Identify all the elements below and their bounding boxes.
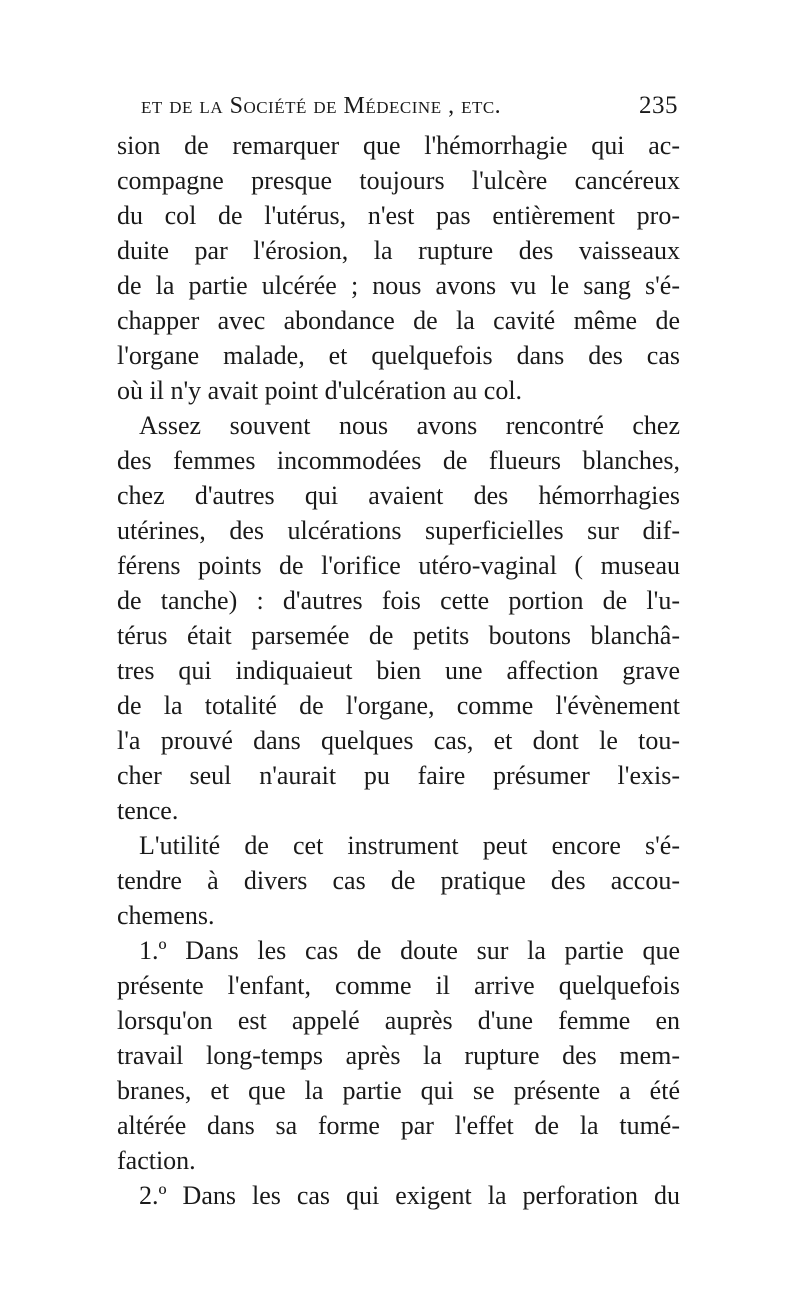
- text-line: chez d'autres qui avaient des hémorrhagies: [117, 481, 680, 510]
- paragraph-start-line: 2.º Dans les cas qui exigent la perforation du: [139, 1181, 680, 1210]
- text-line: tence.: [117, 796, 179, 825]
- text-line: l'a prouvé dans quelques cas, et dont le tou-: [117, 726, 680, 755]
- text-line: de la totalité de l'organe, comme l'évènement: [117, 691, 680, 720]
- text-line: branes, et que la partie qui se présente a été: [117, 1076, 680, 1105]
- text-line: tendre à divers cas de pratique des accou-: [117, 866, 680, 895]
- paragraph-start-line: Assez souvent nous avons rencontré chez: [139, 411, 680, 440]
- page-number: 235: [639, 92, 678, 119]
- text-line: altérée dans sa forme par l'effet de la tumé-: [117, 1111, 680, 1140]
- text-line: travail long-temps après la rupture des mem-: [117, 1041, 680, 1070]
- body-text: [117, 128, 680, 1213]
- text-line: l'organe malade, et quelquefois dans des cas: [117, 341, 680, 370]
- text-line: où il n'y avait point d'ulcération au col.: [117, 376, 523, 405]
- text-line: de la partie ulcérée ; nous avons vu le sang s'é-: [117, 271, 680, 300]
- text-line: duite par l'érosion, la rupture des vaisseaux: [117, 236, 680, 265]
- text-line: utérines, des ulcérations superficielles sur dif-: [117, 516, 680, 545]
- text-line: présente l'enfant, comme il arrive quelquefois: [117, 971, 680, 1000]
- paragraph-start-line: L'utilité de cet instrument peut encore s'é-: [139, 831, 680, 860]
- text-line: chemens.: [117, 901, 215, 930]
- text-line: du col de l'utérus, n'est pas entièrement pro-: [117, 201, 680, 230]
- running-head: [117, 92, 680, 126]
- text-line: faction.: [117, 1146, 196, 1175]
- text-line: des femmes incommodées de flueurs blanches,: [117, 446, 680, 475]
- text-line: lorsqu'on est appelé auprès d'une femme en: [117, 1006, 680, 1035]
- running-title: et de la Société de Médecine , etc.: [141, 93, 502, 119]
- text-line: cher seul n'aurait pu faire présumer l'exis-: [117, 761, 680, 790]
- text-line: térus était parsemée de petits boutons blanchâ-: [117, 621, 680, 650]
- text-line: compagne presque toujours l'ulcère cancéreux: [117, 166, 680, 195]
- text-line: de tanche) : d'autres fois cette portion de l'u-: [117, 586, 680, 615]
- text-line: férens points de l'orifice utéro-vaginal ( museau: [117, 551, 680, 580]
- text-line: tres qui indiquaieut bien une affection grave: [117, 656, 680, 685]
- book-page: [117, 92, 680, 1213]
- paragraph-start-line: 1.º Dans les cas de doute sur la partie que: [139, 936, 680, 965]
- text-line: sion de remarquer que l'hémorrhagie qui ac-: [117, 131, 680, 160]
- text-line: chapper avec abondance de la cavité même de: [117, 306, 680, 335]
